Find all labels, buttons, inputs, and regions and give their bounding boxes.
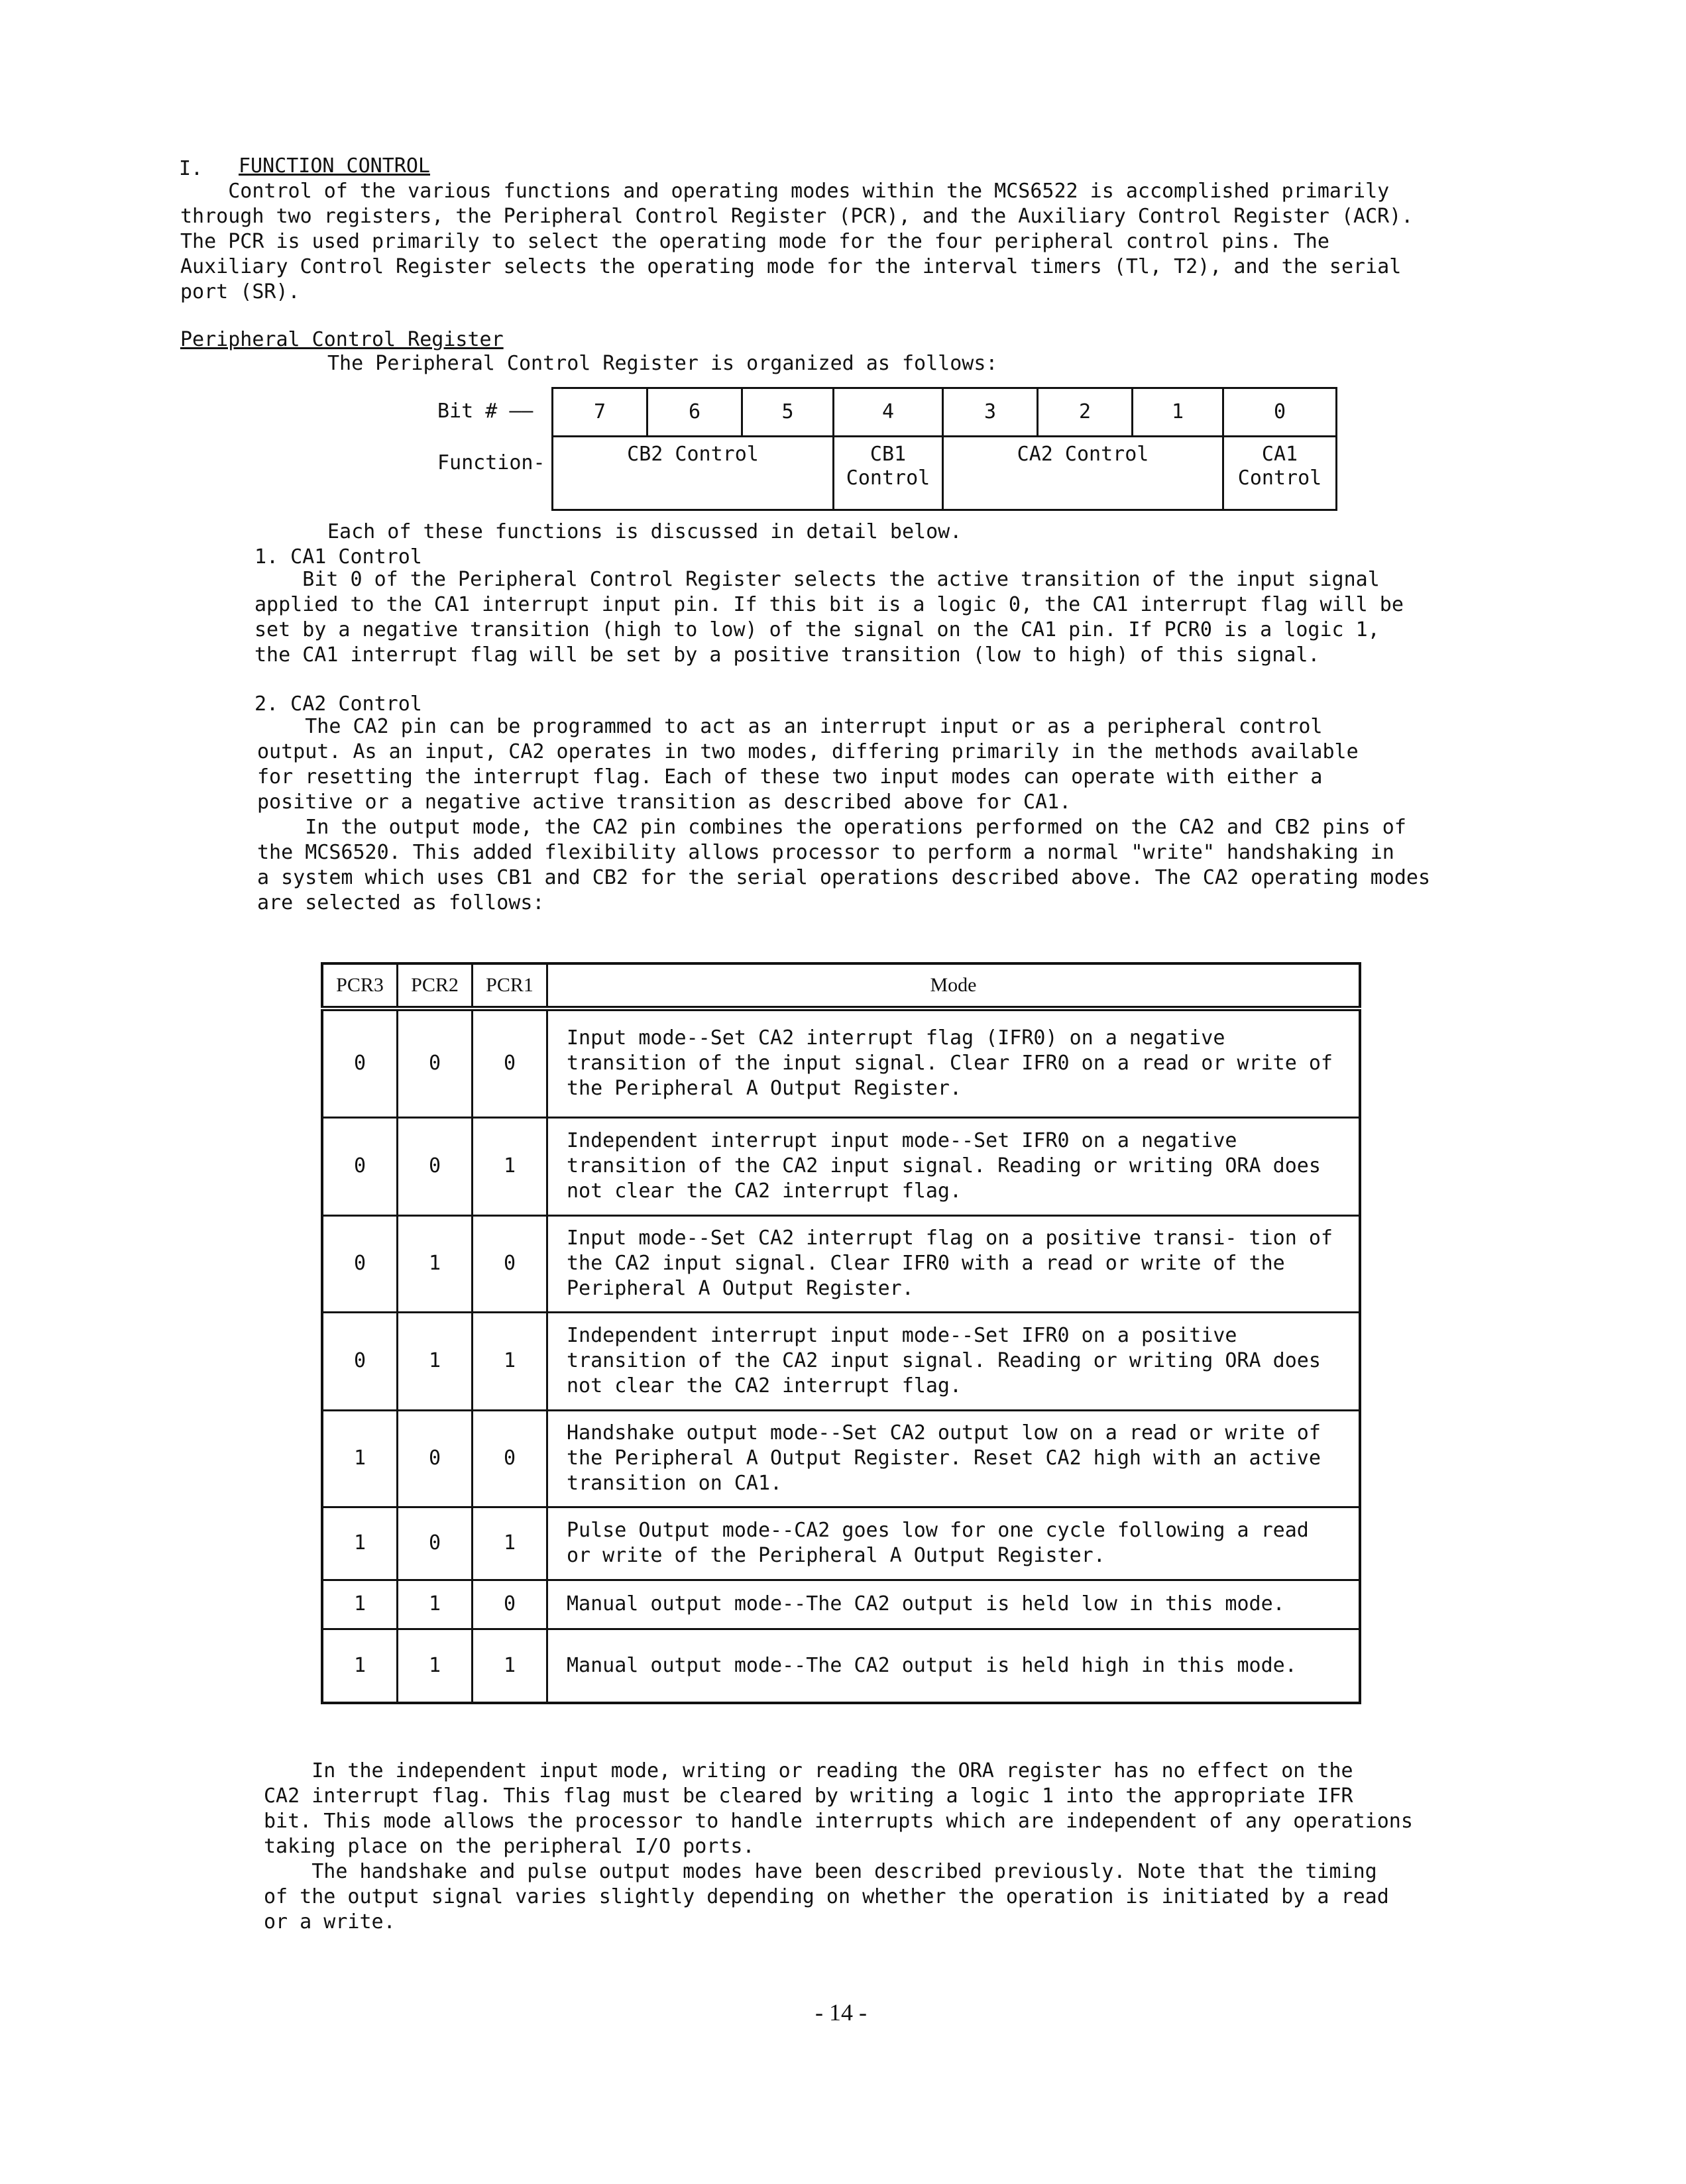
bit-cell: 3 — [943, 388, 1038, 437]
cb1-control-cell: CB1 Control — [834, 437, 943, 510]
ca1-line: Bit 0 of the Peripheral Control Register selects the active transition of the input signal — [254, 568, 1380, 591]
pcr1-cell: 1 — [473, 1629, 547, 1703]
table-row — [322, 1312, 1360, 1410]
bit-cell: 6 — [647, 388, 742, 437]
ca2-line: the MCS6520. This added flexibility allows processor to perform a normal "write" handshaking in — [257, 841, 1394, 864]
pcr1-cell: 0 — [473, 1009, 547, 1117]
table-row — [322, 1009, 1360, 1117]
ca1-heading: 1. CA1 Control — [254, 545, 422, 569]
intro-line: port (SR). — [180, 280, 300, 303]
pcr3-cell: 0 — [322, 1117, 398, 1215]
ca2-mode-table — [321, 962, 1361, 1704]
intro-line: Auxiliary Control Register selects the operating mode for the interval timers (Tl, T2), and the serial — [180, 255, 1402, 278]
ca1-control-cell: CA1 Control — [1223, 437, 1337, 510]
closing-line: The handshake and pulse output modes have been described previously. Note that the timing — [264, 1860, 1377, 1883]
bit-cell: 7 — [553, 388, 647, 437]
ca2-line: output. As an input, CA2 operates in two modes, differing primarily in the methods available — [257, 740, 1359, 763]
intro-line: through two registers, the Peripheral Control Register (PCR), and the Auxiliary Control Register (ACR). — [180, 205, 1414, 228]
mode-cell: Independent interrupt input mode--Set IFR0 on a negative transition of the CA2 input signal. Reading or writing ORA does not clear the CA2 interrupt flag. — [547, 1117, 1361, 1215]
pcr1-cell: 1 — [473, 1312, 547, 1410]
pcr-subtext: The Peripheral Control Register is organized as follows: — [327, 352, 998, 375]
ca2-heading: 2. CA2 Control — [254, 692, 422, 716]
ca1-line: the CA1 interrupt flag will be set by a positive transition (low to high) of this signal. — [254, 643, 1320, 667]
ca2-paragraph — [257, 714, 1430, 916]
closing-paragraph — [264, 1759, 1413, 1935]
pcr2-cell: 1 — [398, 1580, 473, 1629]
intro-line: The PCR is used primarily to select the operating mode for the four peripheral control pins. The — [180, 230, 1329, 253]
column-header: PCR2 — [398, 963, 473, 1009]
pcr2-cell: 1 — [398, 1215, 473, 1312]
pcr2-cell: 1 — [398, 1312, 473, 1410]
closing-line: bit. This mode allows the processor to handle interrupts which are independent of any operations — [264, 1810, 1413, 1833]
pcr3-cell: 1 — [322, 1580, 398, 1629]
mode-cell: Manual output mode--The CA2 output is held high in this mode. — [547, 1629, 1361, 1703]
intro-paragraph — [180, 179, 1413, 305]
pcr3-cell: 1 — [322, 1629, 398, 1703]
pcr2-cell: 1 — [398, 1629, 473, 1703]
table-row — [322, 1215, 1360, 1312]
pcr2-cell: 0 — [398, 1410, 473, 1507]
pcr1-cell: 0 — [473, 1410, 547, 1507]
cb2-control-cell: CB2 Control — [553, 437, 834, 510]
table-row — [322, 1410, 1360, 1507]
intro-line: Control of the various functions and operating modes within the MCS6522 is accomplished primarily — [180, 180, 1390, 203]
pcr1-cell: 0 — [473, 1215, 547, 1312]
ca2-line: positive or a negative active transition as described above for CA1. — [257, 791, 1072, 814]
mode-cell: Independent interrupt input mode--Set IFR0 on a positive transition of the CA2 input signal. Reading or writing ORA does not clear the CA2 interrupt flag. — [547, 1312, 1361, 1410]
ca2-line: for resetting the interrupt flag. Each of these two input modes can operate with either a — [257, 765, 1323, 789]
closing-line: taking place on the peripheral I/O ports. — [264, 1835, 755, 1858]
table-row — [322, 1507, 1360, 1580]
pcr3-cell: 0 — [322, 1009, 398, 1117]
ca1-paragraph — [254, 567, 1404, 668]
functions-intro: Each of these functions is discussed in detail below. — [327, 520, 962, 543]
closing-line: CA2 interrupt flag. This flag must be cleared by writing a logic 1 into the appropriate IFR — [264, 1784, 1353, 1808]
bit-cell: 2 — [1038, 388, 1133, 437]
mode-cell: Input mode--Set CA2 interrupt flag (IFR0) on a negative transition of the input signal. Clear IFR0 on a read or write of the Peripheral A Output Register. — [547, 1009, 1361, 1117]
pcr2-cell: 0 — [398, 1009, 473, 1117]
bit-label: Bit # —— — [437, 400, 534, 423]
column-header: Mode — [547, 963, 1361, 1009]
pcr-bit-diagram — [551, 387, 1337, 511]
ca2-line: The CA2 pin can be programmed to act as an interrupt input or as a peripheral control — [257, 715, 1323, 738]
closing-line: In the independent input mode, writing or reading the ORA register has no effect on the — [264, 1759, 1353, 1782]
closing-line: or a write. — [264, 1910, 396, 1934]
pcr1-cell: 0 — [473, 1580, 547, 1629]
ca2-line: In the output mode, the CA2 pin combines the operations performed on the CA2 and CB2 pins of — [257, 816, 1406, 839]
section-title: FUNCTION CONTROL — [239, 154, 430, 178]
ca1-line: applied to the CA1 interrupt input pin. If this bit is a logic 0, the CA1 interrupt flag will be — [254, 593, 1404, 616]
pcr-heading: Peripheral Control Register — [180, 328, 504, 351]
column-header: PCR1 — [473, 963, 547, 1009]
bit-cell: 5 — [742, 388, 834, 437]
table-row — [322, 1117, 1360, 1215]
ca1-line: set by a negative transition (high to low) of the signal on the CA1 pin. If PCR0 is a logic 1, — [254, 618, 1380, 641]
bit-cell: 4 — [834, 388, 943, 437]
pcr2-cell: 0 — [398, 1117, 473, 1215]
pcr3-cell: 0 — [322, 1215, 398, 1312]
section-number: I. — [179, 157, 203, 180]
pcr3-cell: 1 — [322, 1410, 398, 1507]
pcr2-cell: 0 — [398, 1507, 473, 1580]
pcr1-cell: 1 — [473, 1507, 547, 1580]
ca2-line: are selected as follows: — [257, 891, 545, 914]
mode-cell: Pulse Output mode--CA2 goes low for one cycle following a read or write of the Peripheral A Output Register. — [547, 1507, 1361, 1580]
table-header-row — [322, 963, 1360, 1009]
closing-line: of the output signal varies slightly depending on whether the operation is initiated by a read — [264, 1885, 1389, 1908]
column-header: PCR3 — [322, 963, 398, 1009]
table-row — [322, 1580, 1360, 1629]
bit-cell: 1 — [1133, 388, 1223, 437]
bit-cell: 0 — [1223, 388, 1337, 437]
mode-cell: Input mode--Set CA2 interrupt flag on a positive transi- tion of the CA2 input signal. Clear IFR0 with a read or write of the Peripheral A Output Register. — [547, 1215, 1361, 1312]
mode-cell: Manual output mode--The CA2 output is held low in this mode. — [547, 1580, 1361, 1629]
pcr3-cell: 0 — [322, 1312, 398, 1410]
function-label: Function- — [437, 451, 545, 474]
table-row — [322, 1629, 1360, 1703]
ca2-line: a system which uses CB1 and CB2 for the serial operations described above. The CA2 operating modes — [257, 866, 1431, 889]
ca2-control-cell: CA2 Control — [943, 437, 1223, 510]
page-number: - 14 - — [815, 1999, 867, 2026]
pcr1-cell: 1 — [473, 1117, 547, 1215]
mode-cell: Handshake output mode--Set CA2 output low on a read or write of the Peripheral A Output Register. Reset CA2 high with an active transition on CA1. — [547, 1410, 1361, 1507]
pcr3-cell: 1 — [322, 1507, 398, 1580]
